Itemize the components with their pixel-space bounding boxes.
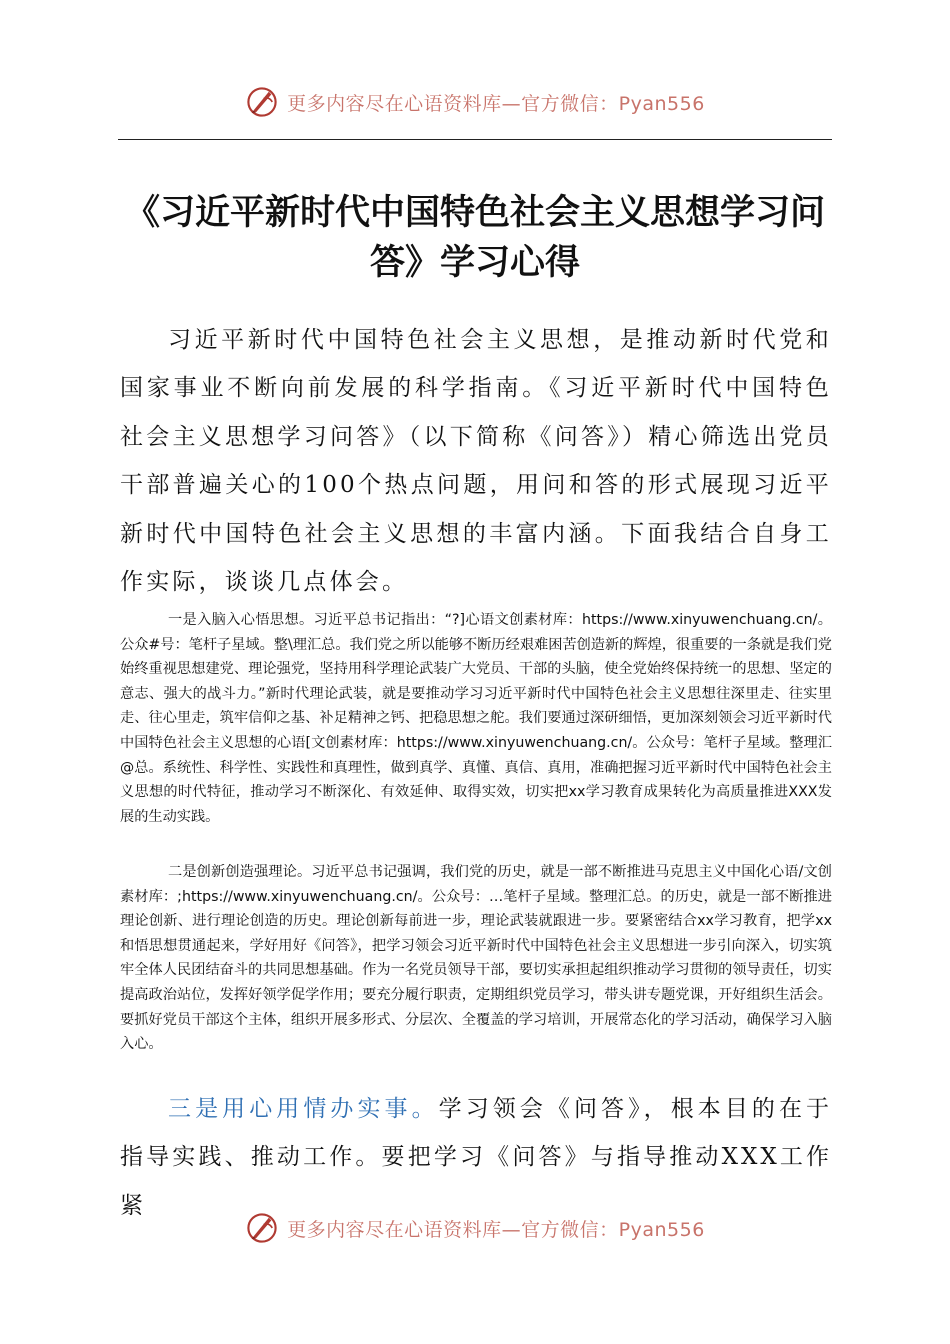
point-three-heading: 三是用心用情办实事。 xyxy=(168,1096,439,1122)
point-two-paragraph: 二是创新创造强理论。习近平总书记强调，我们党的历史，就是一部不断推进马克思主义中国化心语/文创素材库：;https://www.xinyuwenchuang.cn/。公众号：…笔杆子星域。整理汇总。的历史，就是一部不断推进理论创新、进行理论创造的历史。理论创新每前进一步，理论武装就跟进一步。要紧密结合xx学习教育，把学xx和悟思想贯通起来，学好用好《问答》，把学习领会习近平新时代中国特色社会主义思想进一步引向深入，切实筑牢全体人民团结奋斗的共同思想基础。作为一名党员领导干部，要切实承担起组织推动学习贯彻的领导责任，切实提高政治站位，发挥好领学促学作用；要充分履行职责，定期组织党员学习，带头讲专题党课，开好组织生活会。要抓好党员干部这个主体，组织开展多形式、分层次、全覆盖的学习培训，开展常态化的学习活动，确保学习入脑入心。 xyxy=(120,864,832,1053)
header-banner xyxy=(0,82,950,122)
header-divider xyxy=(118,139,832,140)
intro-paragraph: 习近平新时代中国特色社会主义思想，是推动新时代党和国家事业不断向前发展的科学指南。《习近平新时代中国特色社会主义思想学习问答》（以下简称《问答》）精心筛选出党员干部普遍关心的100个热点问题，用问和答的形式展现习近平新时代中国特色社会主义思想的丰富内涵。下面我结合自身工作实际，谈谈几点体会。 xyxy=(120,327,832,596)
footer-banner-text: 更多内容尽在心语资料库—官方微信：Pyan556 xyxy=(287,1218,705,1241)
document-title: 《习近平新时代中国特色社会主义思想学习问答》学习心得 xyxy=(124,193,825,283)
header-banner-text: 更多内容尽在心语资料库—官方微信：Pyan556 xyxy=(287,92,705,115)
point-one-paragraph: 一是入脑入心悟思想。习近平总书记指出：“?]心语文创素材库：https://www.xinyuwenchuang.cn/。公众#号：笔杆子星域。整\理汇总。我们党之所以能够不断历经艰难困苦创造新的辉煌，很重要的一条就是我们党始终重视思想建党、理论强党，坚持用科学理论武装广大党员、干部的头脑，使全党始终保持统一的思想、坚定的意志、强大的战斗力。”新时代理论武装，就是要推动学习习近平新时代中国特色社会主义思想往深里走、往实里走、往心里走，筑牢信仰之基、补足精神之钙、把稳思想之舵。我们要通过深研细悟，更加深刻领会习近平新时代中国特色社会主义思想的心语[文创素材库：https://www.xinyuwenchuang.cn/。公众号：笔杆子星域。整理汇@总。系统性、科学性、实践性和真理性，做到真学、真懂、真信、真用，准确把握习近平新时代中国特色社会主义思想的时代特征，推动学习不断深化、有效延伸、取得实效，切实把xx学习教育成果转化为高质量推进XXX发展的生动实践。 xyxy=(120,612,832,825)
quill-pen-logo-icon xyxy=(245,1211,279,1245)
footer-banner xyxy=(0,1208,950,1248)
point-three-body: 学习领会《问答》，根本目的在于指导实践、推动工作。要把学习《问答》与指导推动XXX工作紧 xyxy=(120,1096,832,1219)
quill-pen-logo-icon xyxy=(245,85,279,119)
